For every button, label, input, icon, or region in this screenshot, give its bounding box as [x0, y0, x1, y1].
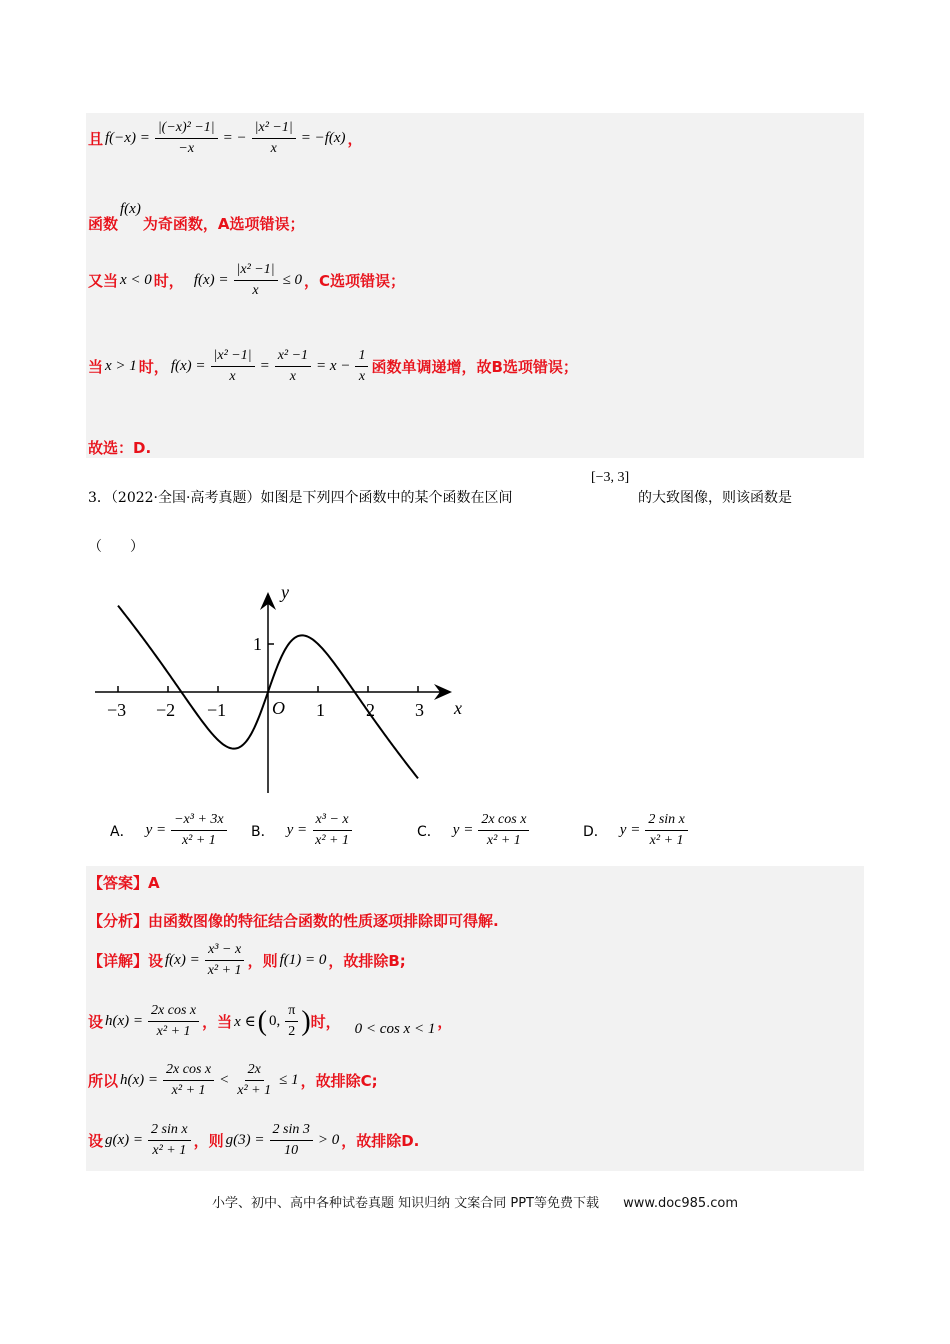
x-tick-label: −3 [107, 700, 127, 720]
fraction: $\frac{\text{x³ − x}}{\text{x² + 1}}$ [312, 812, 352, 849]
question-line: 3．（2022·全国·高考真题）如图是下列四个函数中的某个函数在区间 [88, 490, 513, 506]
solution-line-3: 又当 x < 0 时， f(x) = $\frac{\text{|x² −1|}}{x}$ ≤ 0 ，C选项错误； [88, 262, 406, 298]
fraction: $\frac{\text{x² −1}}{x}$ [275, 348, 311, 385]
detail-line-1: 【详解】设 f(x) = $\frac{\text{x³ − x}}{\text{x² + 1}}$ ，则 f(1) = 0 ，故排除B; [88, 942, 406, 978]
fraction: $\frac{\text{|x² −1|}}{x}$ [234, 262, 278, 299]
detail-line-3: 所以 h(x) = $\frac{\text{2x cos x}}{\text{x² + 1}}$ < $\frac{2x}{\text{x² + 1}}$ ≤ 1 ，故排除C; [88, 1062, 378, 1098]
fraction: $\frac{\text{|x² −1|}}{x}$ [252, 120, 296, 157]
footer [0, 1192, 950, 1211]
fraction: $\frac{\text{2x cos x}}{\text{x² + 1}}$ [148, 1003, 199, 1040]
detail-line-2: 设 h(x) = $\frac{\text{2x cos x}}{\text{x² + 1}}$ ，当 x ∈ ( 0, $\frac{\pi}{2}$ ) 时， 0 < cos x < 1 ， [88, 1003, 453, 1039]
footer-text: 小学、初中、高中各种试卷真题 知识归纳 文案合同 PPT等免费下载 [211, 1196, 599, 1211]
detail-line-4: 设 g(x) = $\frac{\text{2 sin x}}{\text{x² + 1}}$ ，则 g(3) = $\frac{2 \sin 3}{10}$ > 0 ，故排除D. [88, 1122, 420, 1158]
fraction: $\frac{\text{x³ − x}}{\text{x² + 1}}$ [205, 942, 245, 979]
x-tick-label: 2 [366, 700, 375, 720]
fraction: $\frac{\pi}{2}$ [285, 1003, 298, 1040]
x-tick-label: 1 [316, 700, 325, 720]
fraction: $\frac{\text{2 sin x}}{\text{x² + 1}}$ [645, 812, 688, 849]
fraction: $\frac{\text{−x³ + 3x}}{\text{x² + 1}}$ [171, 812, 227, 849]
x-axis-label: x [454, 698, 462, 718]
solution-line-2: 函数 f(x) 为奇函数，A选项错误； [88, 201, 305, 233]
y-axis-label: y [281, 582, 289, 602]
x-tick-label: −1 [207, 700, 227, 720]
answer-line: 【答案】A [88, 874, 160, 892]
question-line-end: 的大致图像，则该函数是 [638, 490, 792, 506]
fraction: $\frac{\text{2x cos x}}{\text{x² + 1}}$ [478, 812, 529, 849]
fraction: $\frac{2x}{\text{x² + 1}}$ [237, 1062, 272, 1098]
x-tick-label: 3 [415, 700, 424, 720]
question-paren: （ ） [88, 539, 144, 555]
fraction: $\frac{\text{|(−x)² −1|}}{-x}$ [155, 120, 218, 157]
option-d[interactable]: D． y = $\frac{\text{2 sin x}}{\text{x² + 1}}$ [583, 812, 691, 849]
option-c[interactable]: C． y = $\frac{\text{2x cos x}}{\text{x² + 1}}$ [417, 812, 532, 849]
fraction: $\frac{2 \sin 3}{10}$ [270, 1122, 313, 1159]
y-tick-label: 1 [253, 634, 262, 654]
analysis-line: 【分析】由函数图像的特征结合函数的性质逐项排除即可得解. [88, 912, 499, 930]
origin-label: O [272, 698, 285, 718]
solution-line-5: 故选：D. [88, 439, 152, 457]
fraction: $\frac{\text{2x cos x}}{\text{x² + 1}}$ [163, 1062, 214, 1099]
question-interval: [−3, 3] [591, 470, 630, 485]
option-a[interactable]: A． y = $\frac{\text{−x³ + 3x}}{\text{x² + 1}}$ [110, 812, 230, 849]
x-tick-label: −2 [156, 700, 176, 720]
option-b[interactable]: B． y = $\frac{\text{x³ − x}}{\text{x² + 1}}$ [251, 812, 355, 849]
function-graph [90, 578, 490, 808]
footer-site-link[interactable]: www.doc985.com [623, 1196, 739, 1211]
fraction: $\frac{\text{2 sin x}}{\text{x² + 1}}$ [148, 1122, 191, 1159]
solution-line-1: 且 f(−x) = $\frac{\text{|(−x)² −1|}}{-x}$ = − $\frac{\text{|x² −1|}}{x}$ = −f(x) ， [88, 120, 363, 156]
fraction: $\frac{1}{x}$ [355, 348, 368, 385]
fraction: $\frac{\text{|x² −1|}}{x}$ [211, 348, 255, 385]
solution-line-4: 当 x > 1 时， f(x) = $\frac{\text{|x² −1|}}{x}$ = $\frac{\text{x² −1}}{x}$ = x − $\frac{1}{x}$ 函数单调递增，故B选项错误； [88, 348, 578, 384]
